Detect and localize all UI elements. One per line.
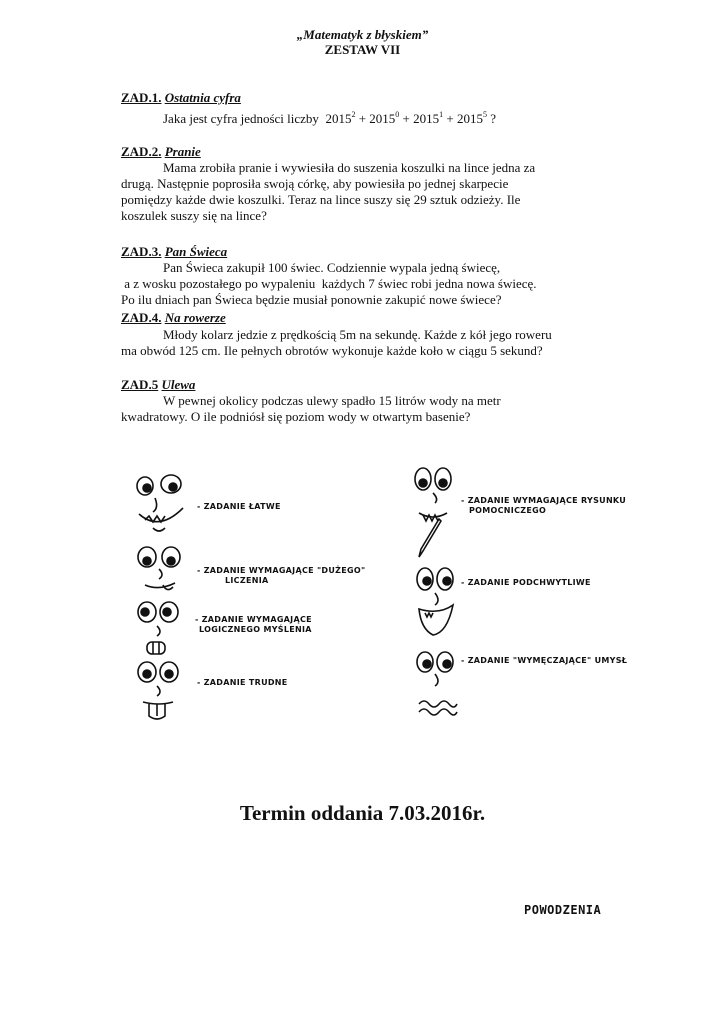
task-1-text: Jaka jest cyfra jedności liczby	[163, 111, 319, 126]
task-1-name: Ostatnia cyfra	[164, 90, 241, 105]
task-1-expression: 2015$^2$ + 2015$^0$ + 2015$^1$ + 2015$^5$ ?	[325, 110, 496, 126]
drawing-required-face-icon	[411, 465, 461, 566]
task-3-line: Pan Świeca zakupił 100 świec. Codziennie wypala jedną świecę,	[163, 260, 501, 275]
task-3-line: Po ilu dniach pan Świeca będzie musiał ponownie zakupić nowe świece?	[121, 292, 502, 307]
mind-exhausting-face-icon	[413, 650, 463, 727]
worksheet-title: „Matematyk z błyskiem”	[296, 27, 429, 42]
task-4-line: Młody kolarz jedzie z prędkością 5m na sekundę. Każde z kół jego roweru	[163, 327, 552, 342]
legend-easy-label: - ZADANIE ŁATWE	[197, 502, 281, 511]
task-5-heading	[121, 377, 195, 393]
legend-heavy-calc-label: - ZADANIE WYMAGAJĄCE "DUŻEGO" LICZENIA	[197, 566, 366, 585]
deadline: Termin oddania 7.03.2016r.	[239, 801, 486, 825]
task-2-line: drugą. Następnie poprosiła swoją córkę, aby powiesiła po jednej skarpecie	[121, 176, 509, 191]
task-4-line: ma obwód 125 cm. Ile pełnych obrotów wykonuje każde koło w ciągu 5 sekund?	[121, 343, 543, 358]
task-3-name: Pan Świeca	[164, 244, 228, 259]
task-3-number: ZAD.3.	[121, 244, 162, 259]
task-2-name: Pranie	[164, 144, 201, 159]
legend-logical-label: - ZADANIE WYMAGAJĄCE LOGICZNEGO MYŚLENIA	[195, 615, 312, 634]
task-2-number: ZAD.2.	[121, 144, 162, 159]
set-number: ZESTAW VII	[324, 42, 401, 57]
task-3-line: a z wosku pozostałego po wypaleniu każdych 7 świec robi jedna nowa świecę.	[121, 276, 537, 291]
task-2-line: Mama zrobiła pranie i wywiesiła do suszenia koszulki na lince jedna za	[163, 160, 536, 175]
logical-thinking-face-icon	[133, 600, 189, 663]
good-luck: POWODZENIA	[524, 903, 602, 917]
task-3-heading	[121, 244, 227, 260]
task-2-heading	[121, 144, 201, 160]
legend-exhausting-label: - ZADANIE "WYMĘCZAJĄCE" UMYSŁ	[461, 656, 628, 665]
task-1-heading	[121, 90, 241, 106]
task-2-line: koszulek suszy się na lince?	[121, 208, 267, 223]
heavy-calculation-face-icon	[133, 545, 193, 602]
hard-face-icon	[133, 660, 189, 729]
task-1-number: ZAD.1.	[121, 90, 162, 105]
task-5-line: W pewnej okolicy podczas ulewy spadło 15 litrów wody na metr	[163, 393, 501, 408]
task-4-number: ZAD.4.	[121, 310, 162, 325]
legend-hard-label: - ZADANIE TRUDNE	[197, 678, 288, 687]
task-5-name: Ulewa	[161, 377, 196, 392]
task-1-question	[163, 107, 496, 127]
legend-drawing-label: - ZADANIE WYMAGAJĄCE RYSUNKU POMOCNICZEGO	[461, 496, 627, 515]
task-4-heading	[121, 310, 226, 326]
easy-face-icon	[131, 470, 191, 547]
task-4-name: Na rowerze	[164, 310, 226, 325]
task-5-line: kwadratowy. O ile podniósł się poziom wody w otwartym basenie?	[121, 409, 471, 424]
legend-tricky-label: - ZADANIE PODCHWYTLIWE	[461, 578, 591, 587]
tricky-face-icon	[413, 565, 463, 644]
task-5-number: ZAD.5	[121, 377, 159, 392]
task-2-line: pomiędzy każde dwie koszulki. Teraz na lince suszy się 29 sztuk odzieży. Ile	[121, 192, 521, 207]
